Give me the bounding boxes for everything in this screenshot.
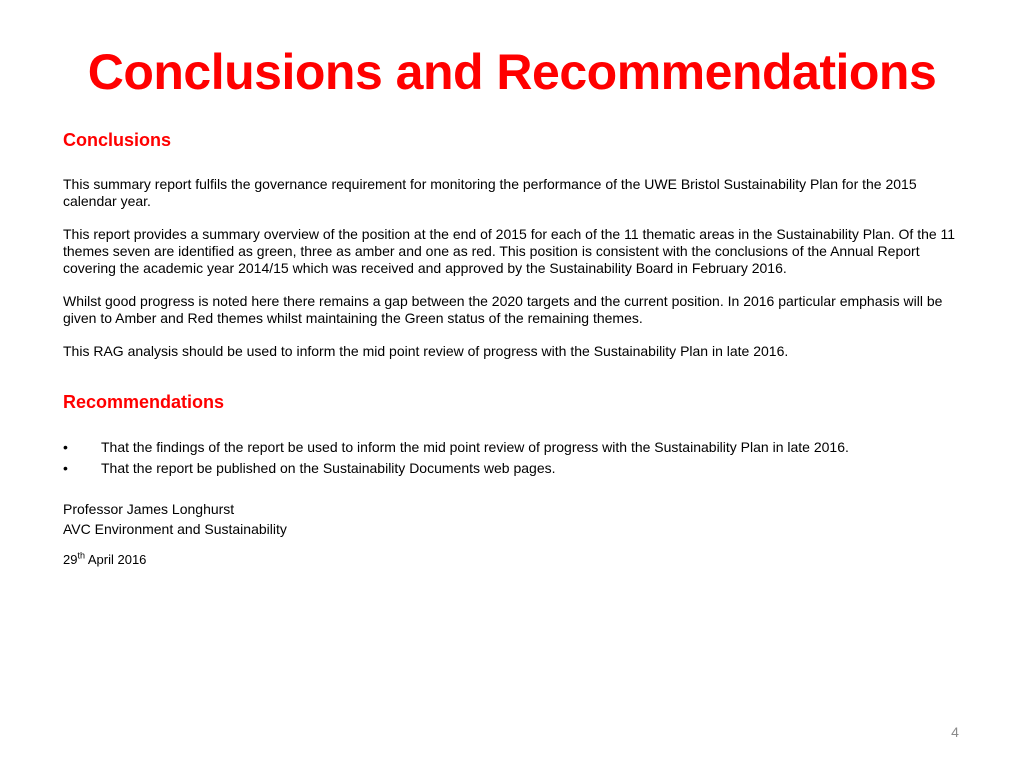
date-day: 29 xyxy=(63,552,78,567)
slide-body xyxy=(63,128,968,569)
recommendation-text: That the findings of the report be used to inform the mid point review of progress with the Sustainability Plan in late 2016. xyxy=(101,439,849,455)
page-number: 4 xyxy=(951,724,959,740)
date-rest: April 2016 xyxy=(84,552,147,567)
recommendations-list xyxy=(63,437,968,479)
recommendations-heading: Recommendations xyxy=(63,392,225,412)
signature-name: Professor James Longhurst xyxy=(63,501,235,517)
conclusions-heading: Conclusions xyxy=(63,130,172,150)
date-suffix: th xyxy=(77,550,85,561)
signature-block xyxy=(63,499,968,539)
conclusions-paragraph-2: This report provides a summary overview of the position at the end of 2015 for each of the 11 thematic areas in the Sustainability Plan. Of the 11 themes seven are identified as green, three as amber and one as red. This position is consistent with the conclusions of the Annual Report covering the academic year 2014/15 which was received and approved by the Sustainability Board in February 2016. xyxy=(63,226,956,276)
conclusions-paragraph-4: This RAG analysis should be used to inform the mid point review of progress with the Sustainability Plan in late 2016. xyxy=(63,343,789,359)
list-item xyxy=(63,458,968,479)
recommendation-text: That the report be published on the Sustainability Documents web pages. xyxy=(101,460,556,476)
conclusions-paragraph-3: Whilst good progress is noted here there remains a gap between the 2020 targets and the current position. In 2016 particular emphasis will be given to Amber and Red themes whilst maintaining the Green status of the remaining themes. xyxy=(63,293,943,326)
conclusions-paragraph-1: This summary report fulfils the governance requirement for monitoring the performance of the UWE Bristol Sustainability Plan for the 2015 calendar year. xyxy=(63,176,917,209)
list-item xyxy=(63,437,968,458)
report-date xyxy=(63,551,968,569)
slide-title: Conclusions and Recommendations xyxy=(87,44,937,100)
bullet-icon: • xyxy=(63,439,68,455)
bullet-icon: • xyxy=(63,460,68,476)
signature-role: AVC Environment and Sustainability xyxy=(63,521,287,537)
